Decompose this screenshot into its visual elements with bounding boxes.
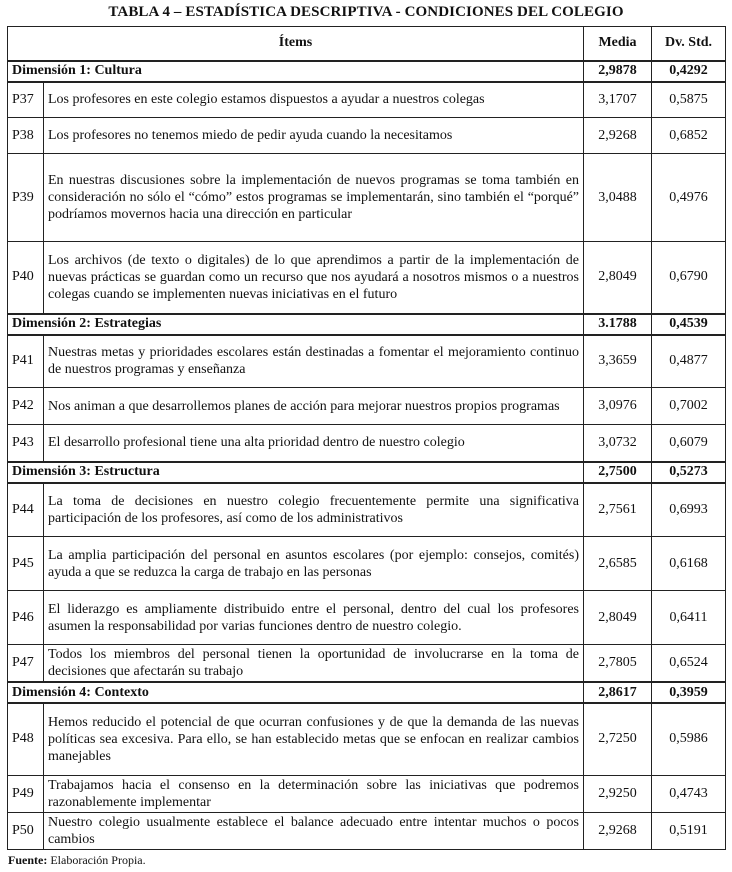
table-row [8, 335, 726, 388]
source-text: Elaboración Propia. [50, 853, 146, 867]
source-note [8, 853, 146, 868]
item-std: 0,6411 [652, 591, 726, 645]
item-code: P46 [8, 591, 44, 645]
item-text: Nos animan a que desarrollemos planes de acción para mejorar nuestros propios programas [44, 388, 584, 425]
table-row [8, 118, 726, 154]
item-text: Los profesores no tenemos miedo de pedir ayuda cuando la necesitamos [44, 118, 584, 154]
table-row [8, 591, 726, 645]
header-row [8, 27, 726, 61]
dimension-media: 2,9878 [584, 61, 652, 82]
item-text: El liderazgo es ampliamente distribuido entre el personal, dentro del cual los profesores asumen la responsabilidad por varias funciones dentro de nuestro colegio. [44, 591, 584, 645]
dimension-std: 0,4292 [652, 61, 726, 82]
item-std: 0,6790 [652, 242, 726, 314]
item-text: Hemos reducido el potencial de que ocurran confusiones y de que la demanda de las nuevas políticas sea excesiva. Para ello, se han establecido metas que se enfocan en realizar cambios manejables [44, 703, 584, 775]
dimension-label: Dimensión 3: Estructura [8, 462, 584, 483]
item-std: 0,6852 [652, 118, 726, 154]
item-std: 0,5191 [652, 812, 726, 849]
item-media: 2,7805 [584, 645, 652, 683]
item-media: 3,3659 [584, 335, 652, 388]
item-code: P43 [8, 425, 44, 462]
item-media: 2,8049 [584, 591, 652, 645]
dimension-std: 0,5273 [652, 462, 726, 483]
item-code: P40 [8, 242, 44, 314]
item-code: P37 [8, 82, 44, 118]
item-media: 2,8049 [584, 242, 652, 314]
item-media: 3,0488 [584, 154, 652, 242]
item-code: P47 [8, 645, 44, 683]
table-title: TABLA 4 – ESTADÍSTICA DESCRIPTIVA - CONDICIONES DEL COLEGIO [108, 4, 624, 20]
item-code: P45 [8, 537, 44, 591]
item-std: 0,6079 [652, 425, 726, 462]
table-row [8, 425, 726, 462]
item-media: 3,0976 [584, 388, 652, 425]
item-std: 0,7002 [652, 388, 726, 425]
item-media: 2,9268 [584, 812, 652, 849]
item-text: La amplia participación del personal en asuntos escolares (por ejemplo: consejos, comités) ayuda a que se reduzca la carga de trabajo en las personas [44, 537, 584, 591]
source-label: Fuente: [8, 853, 48, 867]
dimension-media: 2,8617 [584, 682, 652, 703]
table-row [8, 242, 726, 314]
item-text: En nuestras discusiones sobre la implementación de nuevos programas se toma también en consideración no sólo el “cómo” estos programas se implementarán, sino también el “porqué” podríamos movernos hacia una dirección en particular [44, 154, 584, 242]
table-row [8, 703, 726, 775]
item-media: 2,7561 [584, 483, 652, 537]
table-row [8, 483, 726, 537]
table-row [8, 812, 726, 849]
item-code: P42 [8, 388, 44, 425]
dimension-label: Dimensión 2: Estrategias [8, 314, 584, 335]
item-text: El desarrollo profesional tiene una alta prioridad dentro de nuestro colegio [44, 425, 584, 462]
item-code: P48 [8, 703, 44, 775]
item-std: 0,6168 [652, 537, 726, 591]
dimension-std: 0,3959 [652, 682, 726, 703]
table-row [8, 537, 726, 591]
item-std: 0,5875 [652, 82, 726, 118]
item-text: La toma de decisiones en nuestro colegio frecuentemente permite una significativa participación de los profesores, así como de los administrativos [44, 483, 584, 537]
item-std: 0,4877 [652, 335, 726, 388]
item-text: Los archivos (de texto o digitales) de lo que aprendimos a partir de la implementación de nuevas prácticas se guardan como un recurso que nos ayudará a nosotros mismos o a nuestros colegas cuando se implementen nuevas iniciativas en el futuro [44, 242, 584, 314]
item-text: Trabajamos hacia el consenso en la determinación sobre las iniciativas que podremos razonablemente implementar [44, 775, 584, 812]
dimension-label: Dimensión 1: Cultura [8, 61, 584, 82]
dimension-media: 3.1788 [584, 314, 652, 335]
item-std: 0,6993 [652, 483, 726, 537]
item-media: 2,9250 [584, 775, 652, 812]
item-code: P44 [8, 483, 44, 537]
item-text: Nuestro colegio usualmente establece el balance adecuado entre intentar muchos o pocos cambios [44, 812, 584, 849]
item-media: 2,9268 [584, 118, 652, 154]
item-std: 0,4976 [652, 154, 726, 242]
item-media: 3,0732 [584, 425, 652, 462]
item-std: 0,4743 [652, 775, 726, 812]
item-code: P39 [8, 154, 44, 242]
item-code: P41 [8, 335, 44, 388]
table-row [8, 775, 726, 812]
item-std: 0,5986 [652, 703, 726, 775]
table-row [8, 82, 726, 118]
item-media: 2,7250 [584, 703, 652, 775]
table-row [8, 154, 726, 242]
header-media: Media [584, 27, 652, 61]
item-code: P38 [8, 118, 44, 154]
item-text: Nuestras metas y prioridades escolares están destinadas a fomentar el mejoramiento continuo de nuestros programas y enseñanza [44, 335, 584, 388]
item-text: Los profesores en este colegio estamos dispuestos a ayudar a nuestros colegas [44, 82, 584, 118]
dimension-media: 2,7500 [584, 462, 652, 483]
dimension-std: 0,4539 [652, 314, 726, 335]
descriptive-stats-table [7, 26, 726, 850]
dimension-row [8, 314, 726, 335]
dimension-row [8, 462, 726, 483]
dimension-label: Dimensión 4: Contexto [8, 682, 584, 703]
header-std: Dv. Std. [652, 27, 726, 61]
dimension-row [8, 682, 726, 703]
item-std: 0,6524 [652, 645, 726, 683]
table-row [8, 645, 726, 683]
dimension-row [8, 61, 726, 82]
table-row [8, 388, 726, 425]
header-items: Ítems [8, 27, 584, 61]
item-media: 3,1707 [584, 82, 652, 118]
item-code: P50 [8, 812, 44, 849]
item-text: Todos los miembros del personal tienen la oportunidad de involucrarse en la toma de decisiones que afectarán su trabajo [44, 645, 584, 683]
item-media: 2,6585 [584, 537, 652, 591]
item-code: P49 [8, 775, 44, 812]
